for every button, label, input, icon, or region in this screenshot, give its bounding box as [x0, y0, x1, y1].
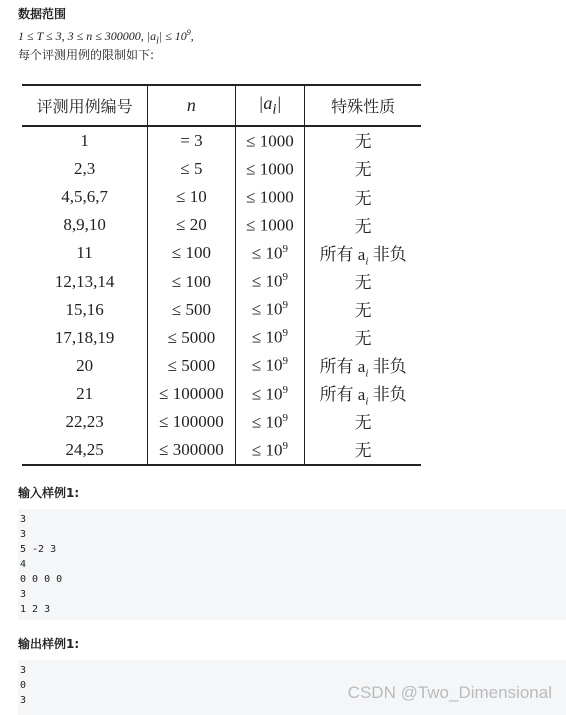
section-heading: 数据范围 — [18, 7, 67, 21]
property-cell — [305, 436, 421, 465]
input-sample-box — [18, 509, 566, 620]
case-id-cell: 20 — [22, 352, 148, 380]
table-row — [22, 324, 421, 352]
table-intro: 每个评测用例的限制如下: — [18, 48, 155, 62]
output-sample-label: 输出样例1: — [18, 637, 80, 651]
property-cell — [305, 380, 421, 408]
n-limit-cell: ≤ 5000 — [148, 352, 236, 380]
a-limit-cell — [235, 296, 305, 324]
n-limit-cell: ≤ 100 — [148, 267, 236, 295]
input-line: 5 -2 3 — [20, 544, 57, 555]
a-limit-text: ≤ 10 — [251, 412, 283, 432]
constraint-line — [18, 28, 194, 46]
input-line: 4 — [20, 559, 27, 570]
property-tail: 非负 — [368, 244, 407, 264]
property-subscript: i — [365, 395, 369, 408]
n-limit-cell: ≤ 500 — [148, 296, 236, 324]
n-limit-cell: ≤ 100000 — [148, 408, 236, 436]
input-line: 3 — [20, 529, 27, 540]
constraint-end: , — [190, 29, 194, 43]
a-limit-text: ≤ 10 — [251, 271, 283, 291]
constraint-tail: | ≤ 10 — [158, 29, 187, 43]
table-row — [22, 352, 421, 380]
input-line: 3 — [20, 589, 27, 600]
header-n: n — [148, 85, 236, 126]
case-id-cell: 11 — [22, 239, 148, 267]
table-row — [22, 408, 421, 436]
property-cell — [305, 267, 421, 295]
property-text: 无 — [354, 216, 372, 236]
table-row — [22, 126, 421, 155]
a-limit-text: ≤ 10 — [251, 328, 283, 348]
n-limit-cell: ≤ 100 — [148, 239, 236, 267]
case-id-cell: 15,16 — [22, 296, 148, 324]
a-limit-cell — [235, 126, 305, 155]
n-limit-cell: = 3 — [148, 126, 236, 155]
case-id-cell: 8,9,10 — [22, 211, 148, 239]
case-id-cell: 21 — [22, 380, 148, 408]
a-limit-text: ≤ 1000 — [246, 159, 294, 179]
input-line: 0 0 0 0 — [20, 574, 63, 585]
table-row — [22, 296, 421, 324]
a-limit-text: ≤ 1000 — [246, 131, 294, 151]
a-limit-cell — [235, 211, 305, 239]
a-limit-text: ≤ 10 — [251, 299, 283, 319]
property-cell — [305, 126, 421, 155]
header-property: 特殊性质 — [305, 85, 421, 126]
property-subscript: i — [365, 255, 369, 268]
table-row — [22, 239, 421, 267]
case-id-cell: 22,23 — [22, 408, 148, 436]
constraint-exponent: 9 — [186, 28, 191, 37]
limits-table — [22, 84, 421, 466]
a-limit-exponent: 9 — [282, 271, 288, 284]
table-header-row — [22, 85, 421, 126]
a-limit-text: ≤ 10 — [251, 384, 283, 404]
a-limit-exponent: 9 — [282, 355, 288, 368]
property-text: 无 — [354, 300, 372, 320]
output-line: 3 — [20, 695, 27, 706]
property-text: 无 — [354, 160, 372, 180]
constraint-text: 1 ≤ T ≤ 3, 3 ≤ n ≤ 300000, |a — [18, 29, 157, 43]
a-limit-cell — [235, 267, 305, 295]
output-line: 0 — [20, 680, 27, 691]
property-text: 无 — [354, 441, 372, 461]
a-limit-exponent: 9 — [282, 383, 288, 396]
property-tail: 非负 — [368, 357, 407, 377]
output-line: 3 — [20, 665, 27, 676]
header-a-text: |a — [258, 92, 273, 113]
table-row — [22, 211, 421, 239]
a-limit-cell — [235, 183, 305, 211]
a-limit-exponent: 9 — [282, 299, 288, 312]
table-row — [22, 267, 421, 295]
n-limit-cell: ≤ 5 — [148, 155, 236, 183]
property-text: 所有 a — [319, 244, 366, 264]
a-limit-exponent: 9 — [282, 439, 288, 452]
header-case-id: 评测用例编号 — [22, 85, 148, 126]
property-cell — [305, 408, 421, 436]
property-text: 无 — [354, 132, 372, 152]
property-cell — [305, 324, 421, 352]
property-cell — [305, 183, 421, 211]
table-row — [22, 436, 421, 465]
table-row — [22, 183, 421, 211]
a-limit-exponent: 9 — [282, 327, 288, 340]
a-limit-cell — [235, 155, 305, 183]
header-a-subscript: i — [272, 101, 277, 118]
a-limit-text: ≤ 10 — [251, 356, 283, 376]
n-limit-cell: ≤ 5000 — [148, 324, 236, 352]
n-limit-cell: ≤ 100000 — [148, 380, 236, 408]
property-cell — [305, 239, 421, 267]
a-limit-text: ≤ 1000 — [246, 215, 294, 235]
property-subscript: i — [365, 367, 369, 380]
a-limit-cell — [235, 324, 305, 352]
property-text: 所有 a — [319, 357, 366, 377]
table-row — [22, 155, 421, 183]
table-row — [22, 380, 421, 408]
a-limit-cell — [235, 239, 305, 267]
case-id-cell: 1 — [22, 126, 148, 155]
a-limit-cell — [235, 436, 305, 465]
header-a — [235, 85, 305, 126]
n-limit-cell: ≤ 300000 — [148, 436, 236, 465]
header-a-tail: | — [276, 92, 282, 113]
a-limit-text: ≤ 1000 — [246, 187, 294, 207]
input-line: 3 — [20, 514, 27, 525]
property-text: 无 — [354, 272, 372, 292]
property-tail: 非负 — [368, 385, 407, 405]
case-id-cell: 24,25 — [22, 436, 148, 465]
property-text: 无 — [354, 413, 372, 433]
case-id-cell: 2,3 — [22, 155, 148, 183]
a-limit-exponent: 9 — [282, 243, 288, 256]
a-limit-exponent: 9 — [282, 411, 288, 424]
n-limit-cell: ≤ 10 — [148, 183, 236, 211]
property-cell — [305, 155, 421, 183]
property-cell — [305, 211, 421, 239]
a-limit-text: ≤ 10 — [251, 243, 283, 263]
constraint-subscript: i — [156, 35, 159, 47]
a-limit-cell — [235, 352, 305, 380]
property-text: 所有 a — [319, 385, 366, 405]
case-id-cell: 12,13,14 — [22, 267, 148, 295]
case-id-cell: 17,18,19 — [22, 324, 148, 352]
property-text: 无 — [354, 188, 372, 208]
property-cell — [305, 296, 421, 324]
a-limit-cell — [235, 380, 305, 408]
n-limit-cell: ≤ 20 — [148, 211, 236, 239]
a-limit-cell — [235, 408, 305, 436]
property-cell — [305, 352, 421, 380]
input-sample-label: 输入样例1: — [18, 486, 80, 500]
case-id-cell: 4,5,6,7 — [22, 183, 148, 211]
property-text: 无 — [354, 329, 372, 348]
a-limit-text: ≤ 10 — [251, 440, 283, 460]
watermark: CSDN @Two_Dimensional — [347, 683, 552, 702]
input-line: 1 2 3 — [20, 604, 51, 615]
